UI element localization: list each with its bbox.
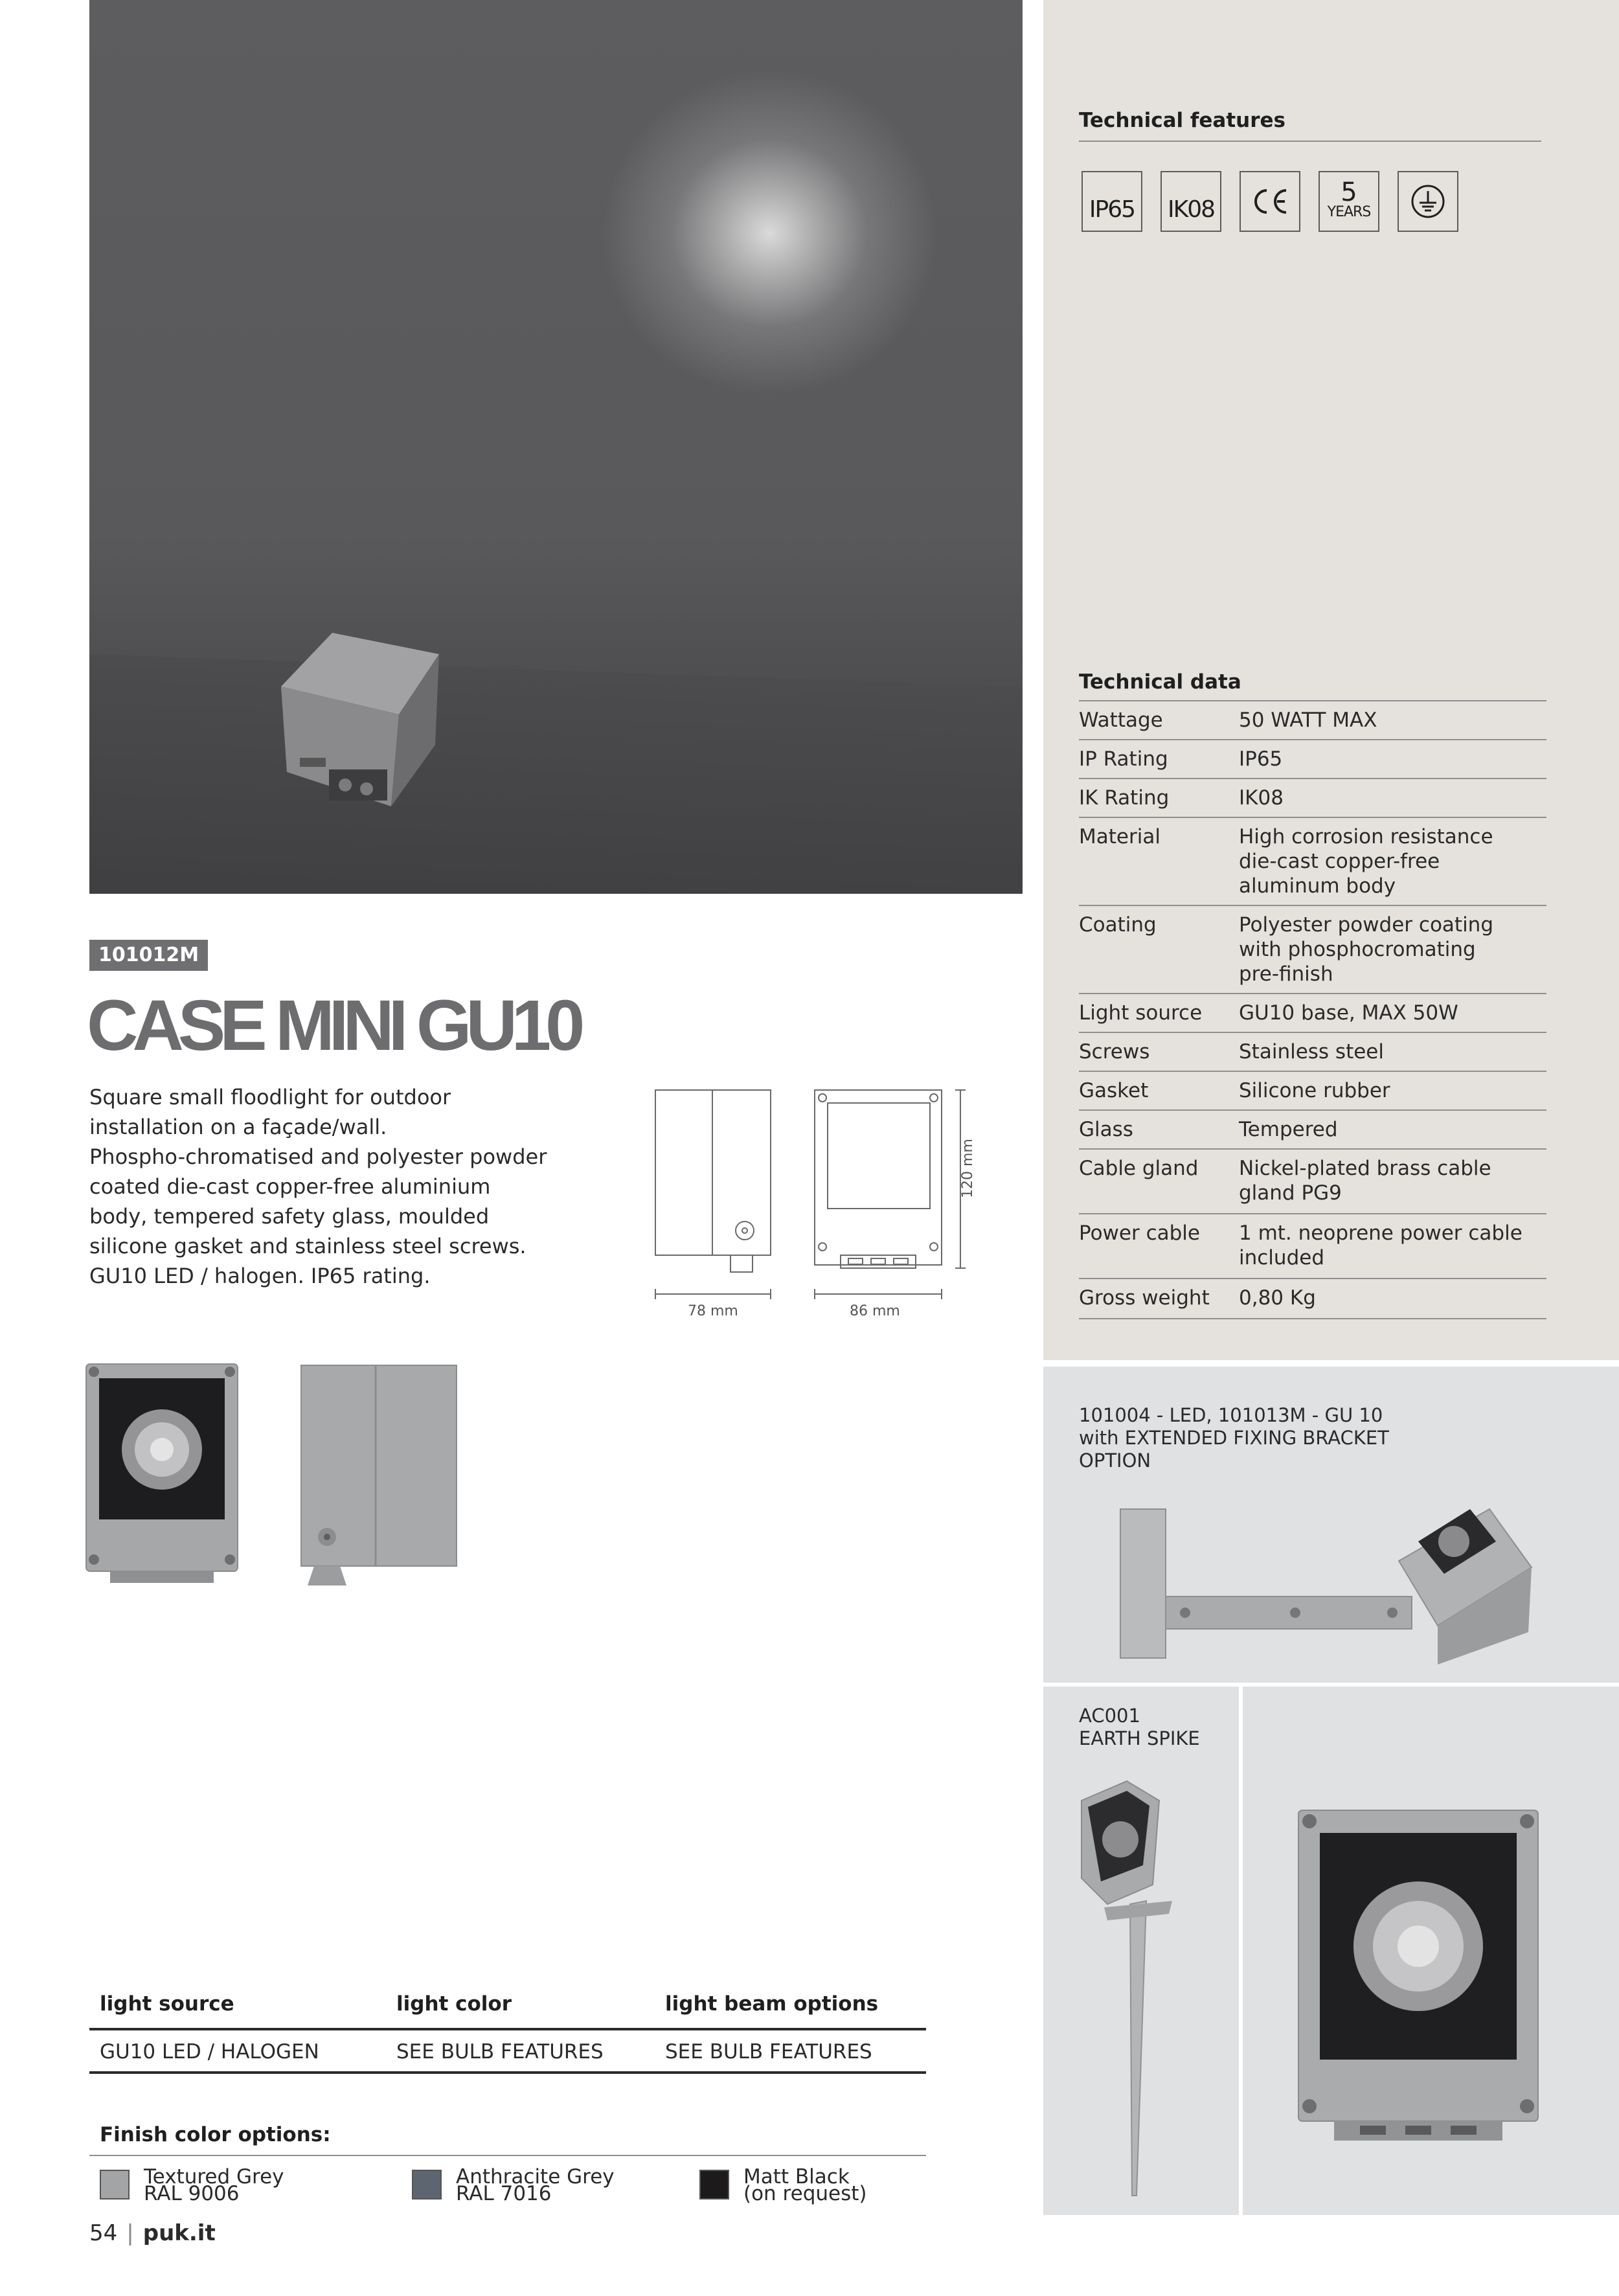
- spec-value-beam-options: SEE BULB FEATURES: [665, 2040, 872, 2063]
- earth-ground-icon: [1409, 182, 1447, 221]
- tech-row-ik-rating: IK Rating IK08: [1079, 779, 1546, 818]
- product-description: Square small floodlight for outdoor installation on a façade/wall. Phospho-chromatised and polyester powder coated die-cast copper-free aluminium body, tempered safety glass, moulded silicone gasket and stainless steel screws. GU10 LED / halogen. IP65 rating.: [89, 1085, 547, 1288]
- swatch-label-textured-grey: Textured Grey RAL 9006: [144, 2165, 284, 2205]
- floodlight-fixture-image: [89, 0, 1023, 894]
- earth-ground-badge: [1398, 171, 1458, 232]
- front-view-drawing: [815, 1090, 942, 1268]
- spec-header-light-source: light source: [100, 1992, 234, 2016]
- ce-mark-icon: [1240, 171, 1300, 232]
- ip65-badge-icon: IP65: [1081, 171, 1142, 232]
- website-link[interactable]: puk.it: [142, 2220, 216, 2246]
- product-code-badge: 101012M: [89, 940, 208, 971]
- swatch-label-matt-black: Matt Black (on request): [743, 2165, 867, 2205]
- dimension-width-side: 78 mm: [688, 1303, 738, 1319]
- tech-row-power-cable: Power cable 1 mt. neoprene power cable included: [1079, 1214, 1546, 1279]
- spec-header-beam-options: light beam options: [665, 1992, 879, 2016]
- tech-row-ip-rating: IP Rating IP65: [1079, 740, 1546, 779]
- earth-spike-image: [1075, 1775, 1230, 2202]
- dimension-drawing: [648, 1080, 984, 1307]
- tech-row-material: Material High corrosion resistance die-cast copper-free aluminum body: [1079, 818, 1546, 906]
- spec-header-light-color: light color: [396, 1992, 512, 2016]
- hero-photo: [89, 0, 1023, 894]
- tech-row-glass: Glass Tempered: [1079, 1111, 1546, 1150]
- technical-features-title: Technical features: [1079, 109, 1285, 132]
- swatch-label-anthracite-grey: Anthracite Grey RAL 7016: [456, 2165, 615, 2205]
- technical-data-title: Technical data: [1079, 670, 1241, 694]
- tech-row-light-source: Light source GU10 base, MAX 50W: [1079, 994, 1546, 1033]
- swatch-matt-black: [699, 2170, 729, 2199]
- swatch-anthracite-grey: [412, 2170, 442, 2199]
- divider: [89, 2028, 926, 2030]
- warranty-badge-icon: 5 YEARS: [1319, 171, 1379, 232]
- extended-bracket-image: [1101, 1470, 1554, 1684]
- tech-row-coating: Coating Polyester powder coating with phosphocromating pre-finish: [1079, 906, 1546, 994]
- ik08-badge-icon: IK08: [1160, 171, 1221, 232]
- accessory-spike-label: AC001 EARTH SPIKE: [1079, 1705, 1200, 1749]
- accessory-bracket-label: 101004 - LED, 101013M - GU 10 with EXTENDED FIXING BRACKET OPTION: [1079, 1404, 1389, 1472]
- front-fixture-image: [1295, 1807, 1541, 2144]
- page-footer: [89, 2220, 216, 2246]
- tech-row-wattage: Wattage 50 WATT MAX: [1079, 701, 1546, 740]
- front-view-image: [81, 1359, 243, 1592]
- panel-divider: [1239, 1687, 1243, 2215]
- tech-row-gross-weight: Gross weight 0,80 Kg: [1079, 1279, 1546, 1319]
- dimension-height: 120 mm: [960, 1139, 976, 1198]
- tech-row-screws: Screws Stainless steel: [1079, 1033, 1546, 1072]
- divider: [89, 2071, 926, 2074]
- footer-separator: |: [126, 2220, 134, 2246]
- ce-icon: [1247, 185, 1293, 218]
- tech-row-gasket: Gasket Silicone rubber: [1079, 1072, 1546, 1111]
- finish-title: Finish color options:: [100, 2123, 331, 2146]
- side-view-drawing: [655, 1090, 771, 1272]
- divider: [1079, 141, 1541, 142]
- swatch-textured-grey: [100, 2170, 130, 2199]
- dimension-lines: [655, 1090, 966, 1299]
- dimension-width-front: 86 mm: [850, 1303, 900, 1319]
- spec-value-light-source: GU10 LED / HALOGEN: [100, 2040, 319, 2063]
- product-title: CASE MINI GU10: [87, 986, 580, 1065]
- side-view-image: [295, 1359, 463, 1598]
- tech-row-cable-gland: Cable gland Nickel-plated brass cable gland PG9: [1079, 1150, 1546, 1214]
- divider: [89, 2155, 926, 2156]
- spec-value-light-color: SEE BULB FEATURES: [396, 2040, 604, 2063]
- page-number: 54: [89, 2220, 118, 2246]
